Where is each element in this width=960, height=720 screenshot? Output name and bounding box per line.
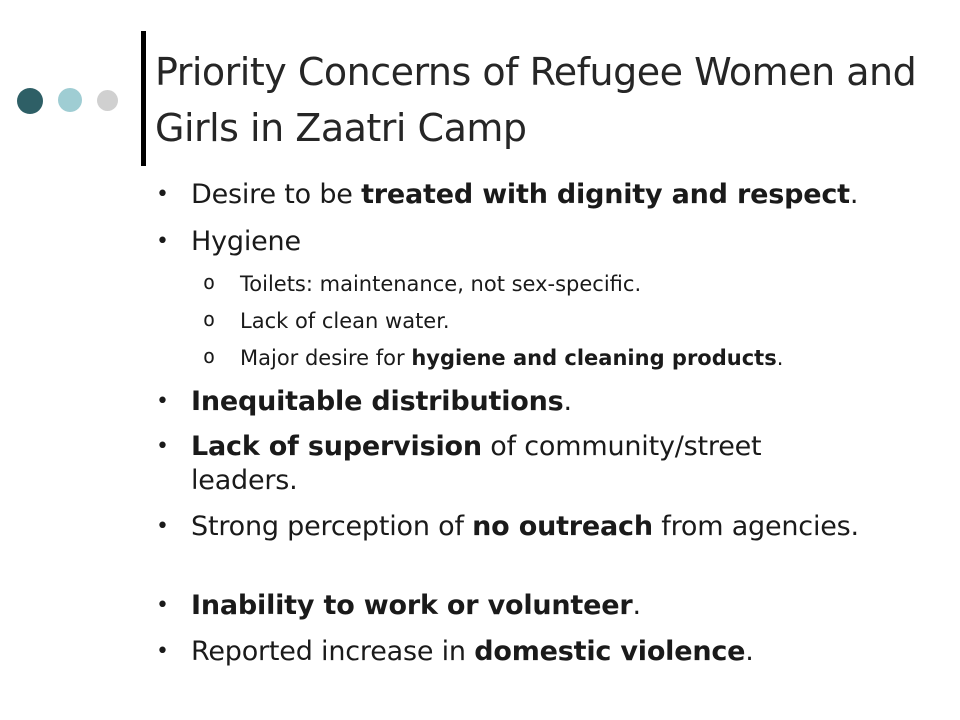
bullet-marker: • (156, 229, 169, 254)
sub-bullet-marker: o (203, 270, 216, 294)
bullet-marker: • (156, 639, 169, 664)
bullet-work (156, 589, 876, 623)
sub-bullet-marker: o (203, 344, 216, 368)
bullet-text: Strong perception of no outreach from agencies. (191, 511, 859, 542)
bullet-violence (156, 635, 876, 669)
bullet-text: Inequitable distributions. (191, 386, 572, 417)
bullet-text: Reported increase in domestic violence. (191, 636, 754, 667)
bullet-marker: • (156, 182, 169, 207)
bullet-marker: • (156, 593, 169, 618)
bullet-marker: • (156, 389, 169, 414)
bullet-marker: • (156, 514, 169, 539)
bullet-supervision (156, 430, 876, 498)
sub-bullet-text: Major desire for hygiene and cleaning products. (240, 346, 784, 370)
sub-bullet-text: Toilets: maintenance, not sex-specific. (240, 272, 642, 296)
sub-bullet-marker: o (203, 307, 216, 331)
bullet-marker: • (156, 434, 169, 459)
bullet-text: Inability to work or volunteer. (191, 590, 641, 621)
bullet-text: Hygiene (191, 226, 301, 257)
sub-bullet-water (203, 307, 903, 335)
bullet-dignity (156, 178, 876, 212)
sub-bullet-products (203, 344, 903, 372)
sub-bullet-text: Lack of clean water. (240, 309, 450, 333)
bullet-outreach (156, 510, 876, 544)
bullet-text: Lack of supervision of community/street leaders. (191, 431, 762, 496)
bullet-text: Desire to be treated with dignity and respect. (191, 179, 859, 210)
bullet-distributions (156, 385, 876, 419)
slide-title: Priority Concerns of Refugee Women and Girls in Zaatri Camp (155, 50, 917, 150)
bullet-hygiene (156, 225, 876, 259)
sub-bullet-toilets (203, 270, 903, 298)
